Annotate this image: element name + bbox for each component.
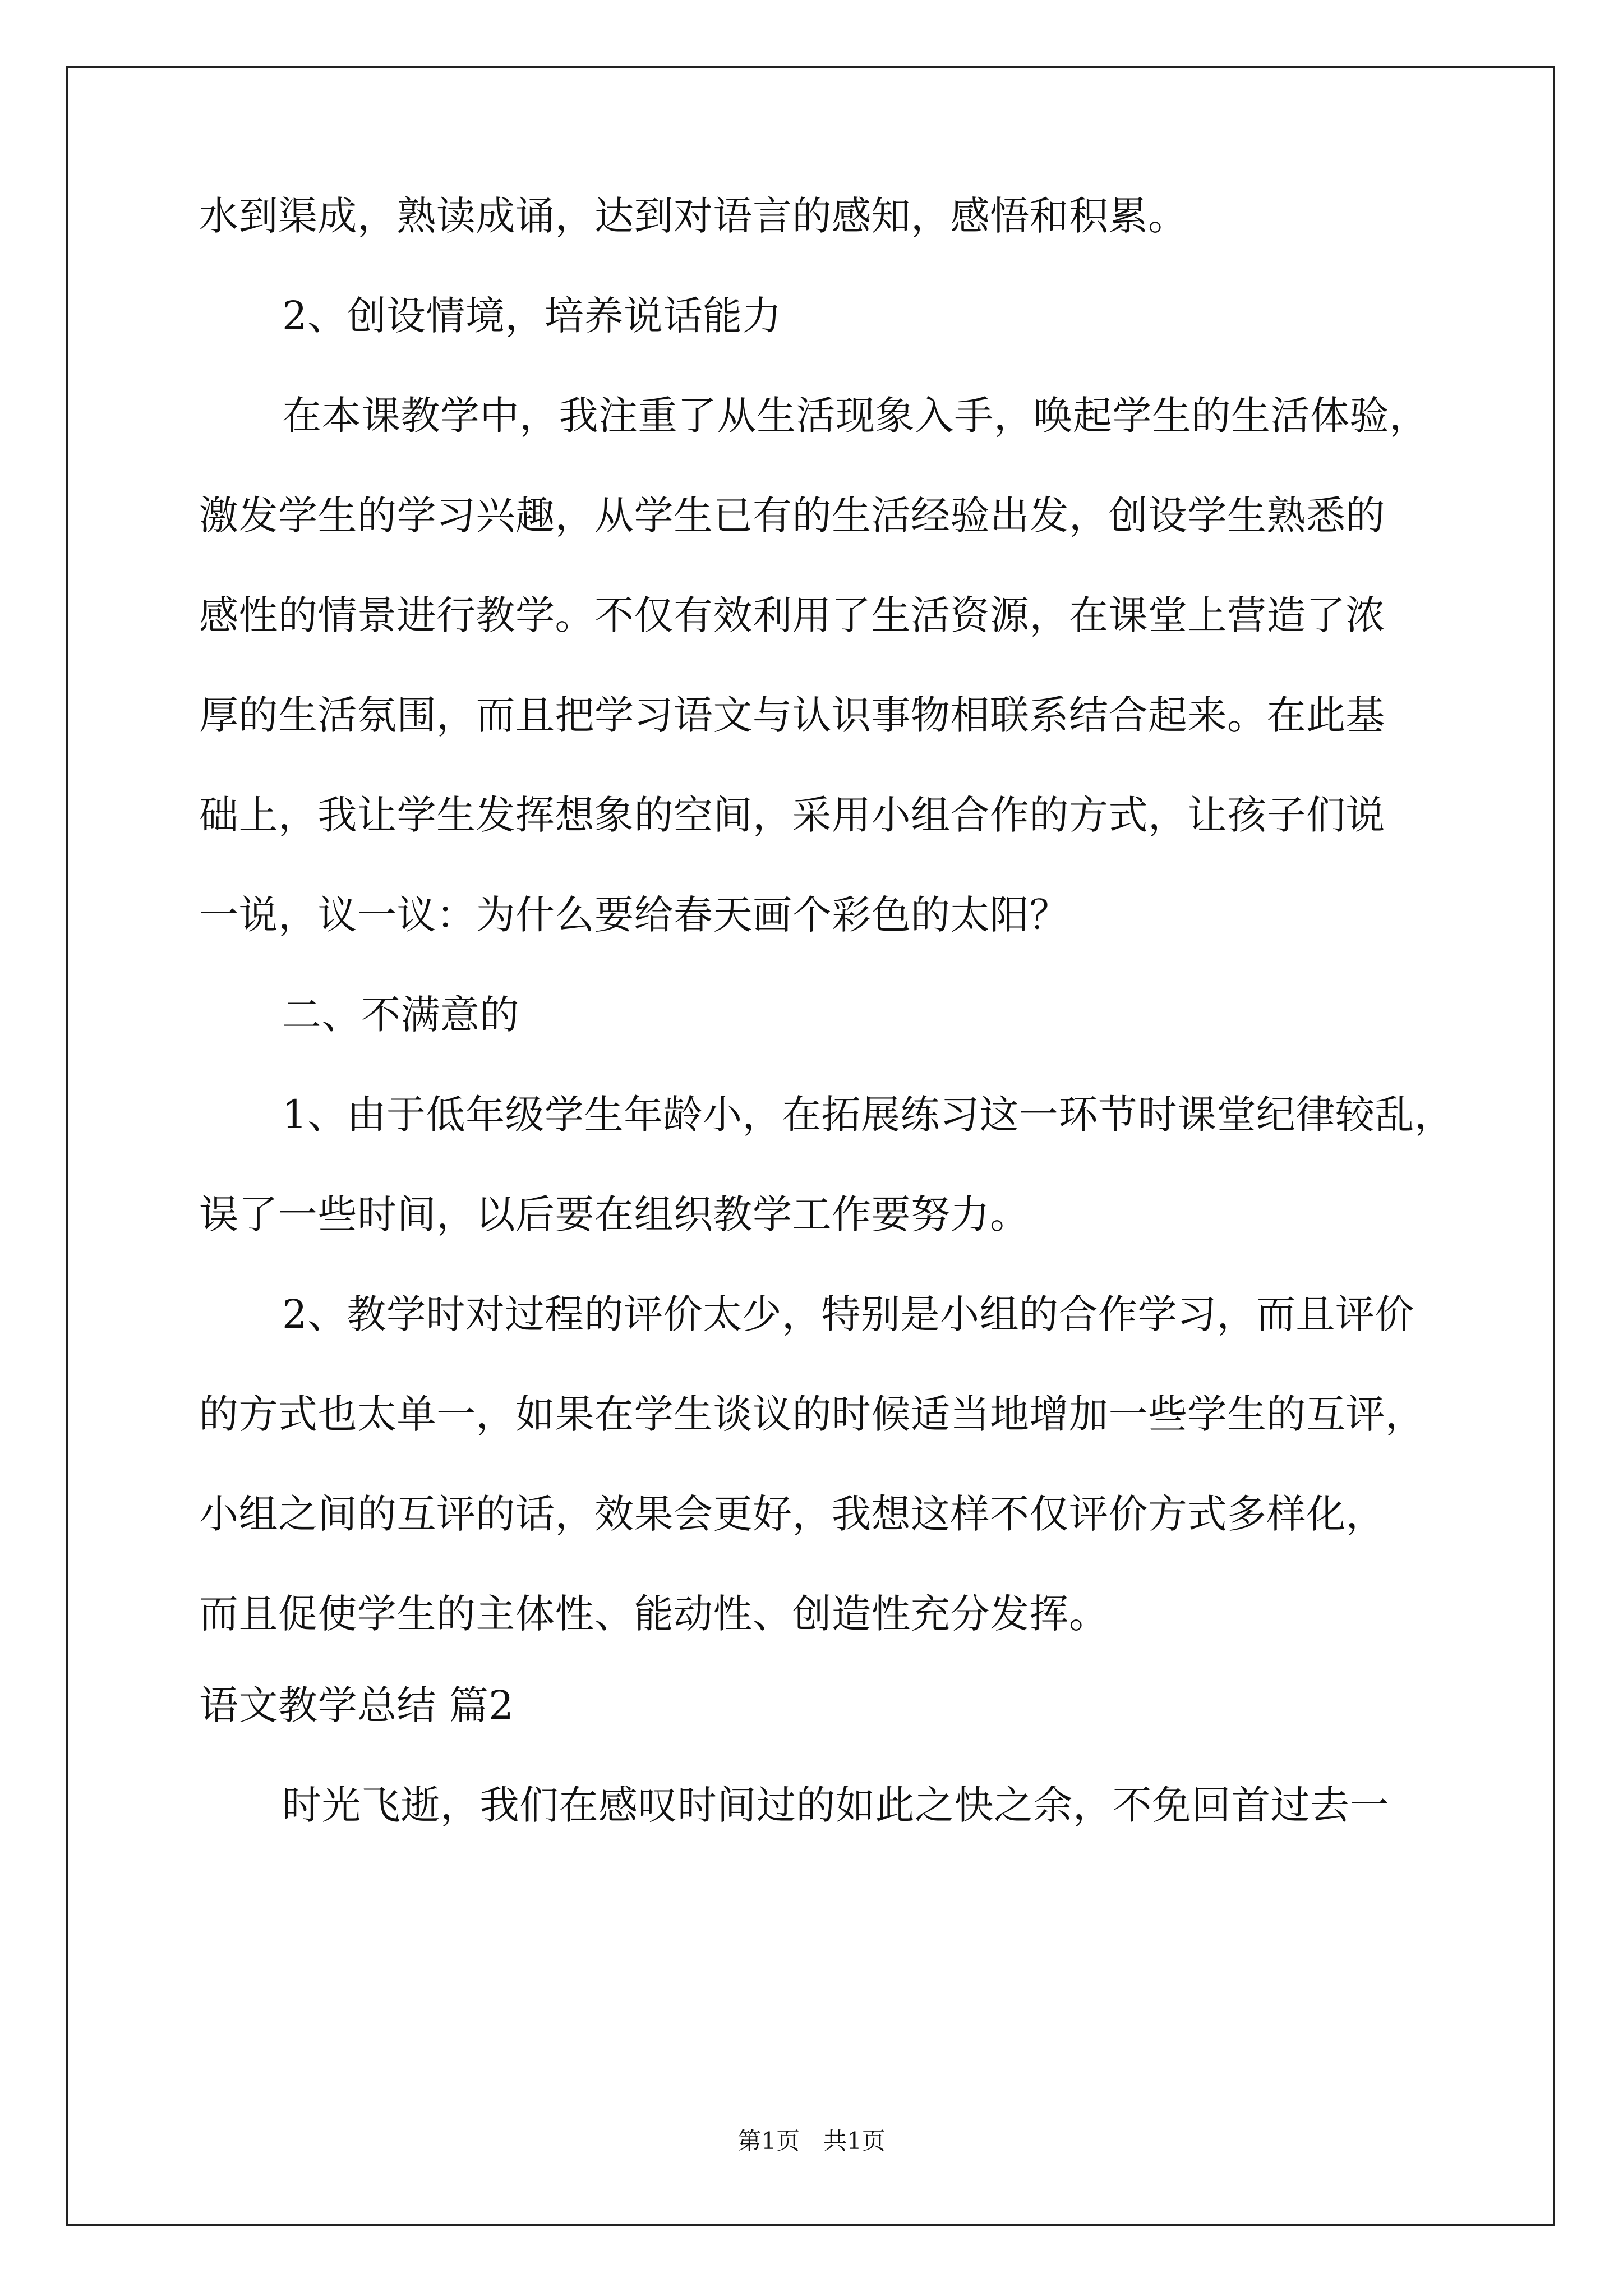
text-line: 在本课教学中，我注重了从生活现象入手，唤起学生的生活体验， [282, 393, 1429, 439]
text-line: 时光飞逝，我们在感叹时间过的如此之快之余，不免回首过去一 [282, 1782, 1389, 1828]
text-line: 误了一些时间，以后要在组织教学工作要努力。 [199, 1191, 1030, 1237]
section-heading: 2、创设情境，培养说话能力 [282, 293, 782, 339]
text-line: 而且促使学生的主体性、能动性、创造性充分发挥。 [199, 1591, 1109, 1637]
text-line: 2、教学时对过程的评价太少，特别是小组的合作学习，而且评价 [282, 1291, 1415, 1337]
text-line: 的方式也太单一，如果在学生谈议的时候适当地增加一些学生的互评， [199, 1391, 1425, 1437]
text-line: 一说，议一议：为什么要给春天画个彩色的太阳？ [199, 892, 1069, 938]
section-heading: 二、不满意的 [282, 992, 519, 1038]
text-line: 础上，我让学生发挥想象的空间，采用小组合作的方式，让孩子们说 [199, 792, 1385, 838]
text-line: 1、由于低年级学生年龄小，在拓展练习这一环节时课堂纪律较乱， [282, 1092, 1454, 1138]
page-frame [66, 66, 1555, 2226]
text-line: 小组之间的互评的话，效果会更好，我想这样不仅评价方式多样化， [199, 1491, 1385, 1537]
article-title: 语文教学总结 篇2 [199, 1682, 514, 1728]
text-line: 厚的生活氛围，而且把学习语文与认识事物相联系结合起来。在此基 [199, 692, 1385, 738]
text-line: 激发学生的学习兴趣，从学生已有的生活经验出发，创设学生熟悉的 [199, 493, 1385, 539]
text-line: 感性的情景进行教学。不仅有效利用了生活资源，在课堂上营造了浓 [199, 592, 1385, 638]
text-line: 水到渠成，熟读成诵，达到对语言的感知，感悟和积累。 [199, 193, 1188, 239]
page-footer: 第1页 共1页 [737, 2127, 886, 2155]
